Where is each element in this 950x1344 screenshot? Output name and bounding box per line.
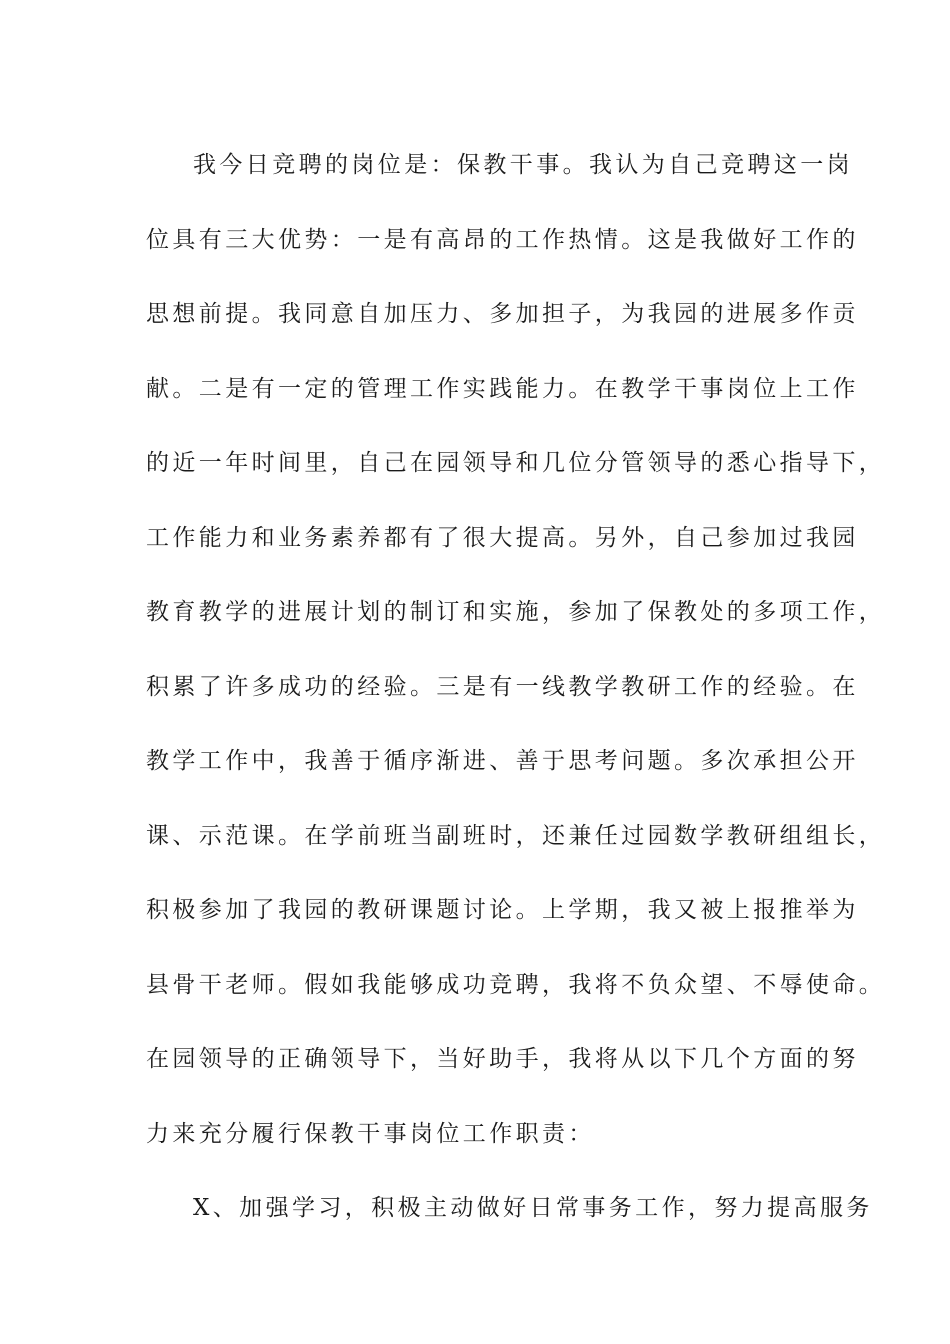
paragraph-line: 我今日竞聘的岗位是：保教干事。我认为自己竞聘这一岗 (193, 152, 853, 178)
paragraph-line: 力来充分履行保教干事岗位工作职责： (146, 1120, 595, 1147)
paragraph-line: X、加强学习，积极主动做好日常事务工作，努力提高服务 (193, 1195, 873, 1221)
paragraph-line: 献。二是有一定的管理工作实践能力。在教学干事岗位上工作 (146, 375, 859, 402)
paragraph-line: 在园领导的正确领导下，当好助手，我将从以下几个方面的努 (146, 1046, 859, 1072)
paragraph-line: 位具有三大优势：一是有高昂的工作热情。这是我做好工作的 (146, 226, 859, 253)
paragraph-line: 教育教学的进展计划的制订和实施，参加了保教处的多项工作， (146, 599, 886, 625)
paragraph-line: 的近一年时间里，自己在园领导和几位分管领导的悉心指导下， (146, 450, 886, 476)
paragraph-line: 县骨干老师。假如我能够成功竞聘，我将不负众望、不辱使命。 (146, 971, 886, 998)
paragraph-line: 积极参加了我园的教研课题讨论。上学期，我又被上报推举为 (146, 897, 859, 923)
paragraph-line: 积累了许多成功的经验。三是有一线教学教研工作的经验。在 (146, 673, 859, 700)
paragraph-line: 工作能力和业务素养都有了很大提高。另外，自己参加过我园 (146, 524, 859, 551)
paragraph-line: 课、示范课。在学前班当副班时，还兼任过园数学教研组组长， (146, 822, 886, 849)
paragraph-line: 思想前提。我同意自加压力、多加担子，为我园的进展多作贡 (146, 301, 859, 327)
paragraph-line: 教学工作中，我善于循序渐进、善于思考问题。多次承担公开 (146, 748, 859, 774)
body-text (146, 128, 886, 1246)
